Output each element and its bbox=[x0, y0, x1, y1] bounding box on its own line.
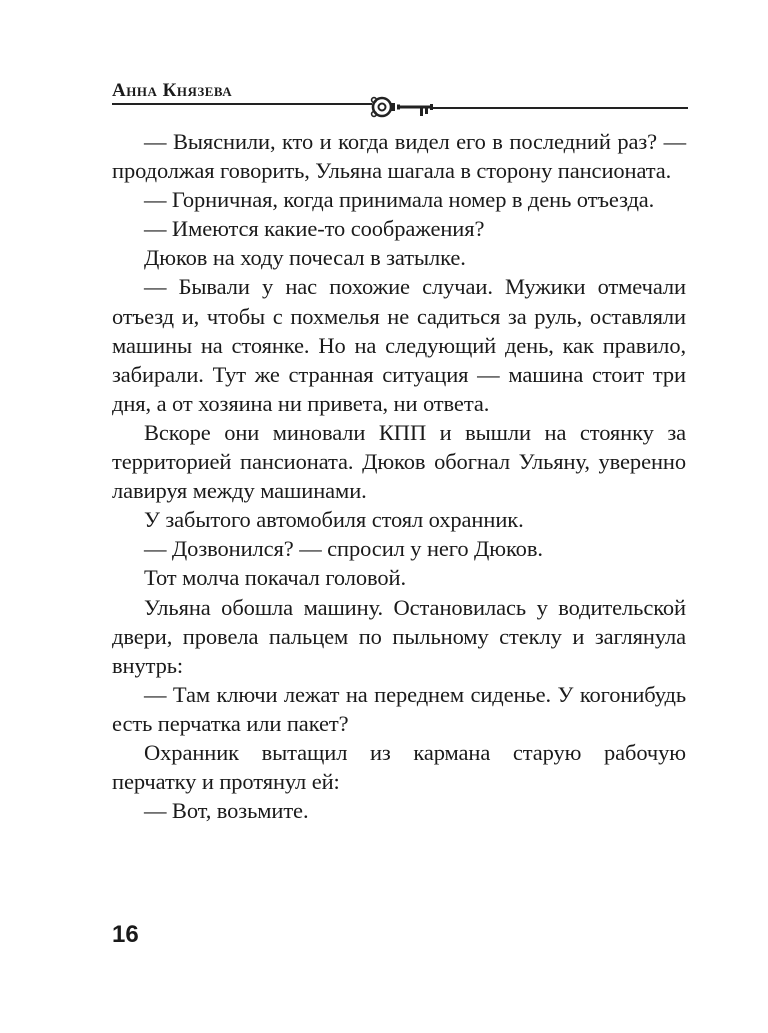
paragraph: — Выяснили, кто и когда видел его в последний раз? — продолжая говорить, Ульяна шагала в сторону пансионата. bbox=[112, 129, 686, 184]
paragraph: — Горничная, когда принимала номер в день отъезда. bbox=[144, 187, 655, 213]
paragraph: Дюков на ходу почесал в затылке. bbox=[144, 245, 466, 271]
body-text bbox=[112, 127, 686, 825]
paragraph: Тот молча покачал головой. bbox=[144, 565, 407, 591]
header-rule-left bbox=[112, 103, 372, 105]
header-rule-right bbox=[430, 107, 688, 109]
paragraph: Ульяна обошла машину. Остановилась у водительской двери, провела пальцем по пыльному стеклу и заглянула внутрь: bbox=[112, 594, 686, 678]
key-icon bbox=[370, 92, 436, 122]
page-number: 16 bbox=[112, 921, 139, 948]
paragraph: — Бывали у нас похожие случаи. Мужики отмечали отъезд и, чтобы с похмелья не садиться за руль, оставляли машины на стоянке. Но на следующий день, как правило, забирали. Тут же странная ситуация — машина стоит три дня, а от хозяина ни привета, ни ответа. bbox=[112, 274, 686, 416]
running-header bbox=[112, 70, 688, 130]
paragraph: Вскоре они миновали КПП и вышли на стоянку за территорией пансионата. Дюков обогнал Ульяну, уверенно лавируя между машинами. bbox=[112, 419, 686, 504]
author-name: Анна Князева bbox=[112, 80, 233, 101]
paragraph: — Имеются какие-то соображения? bbox=[144, 216, 485, 242]
paragraph: У забытого автомобиля стоял охранник. bbox=[144, 507, 524, 533]
paragraph: — Там ключи лежат на переднем сиденье. У когонибудь есть перчатка или пакет? bbox=[112, 681, 686, 736]
paragraph: Охранник вытащил из кармана старую рабочую перчатку и протянул ей: bbox=[112, 739, 686, 795]
paragraph: — Дозвонился? — спросил у него Дюков. bbox=[144, 536, 543, 562]
paragraph: — Вот, возьмите. bbox=[144, 798, 309, 824]
